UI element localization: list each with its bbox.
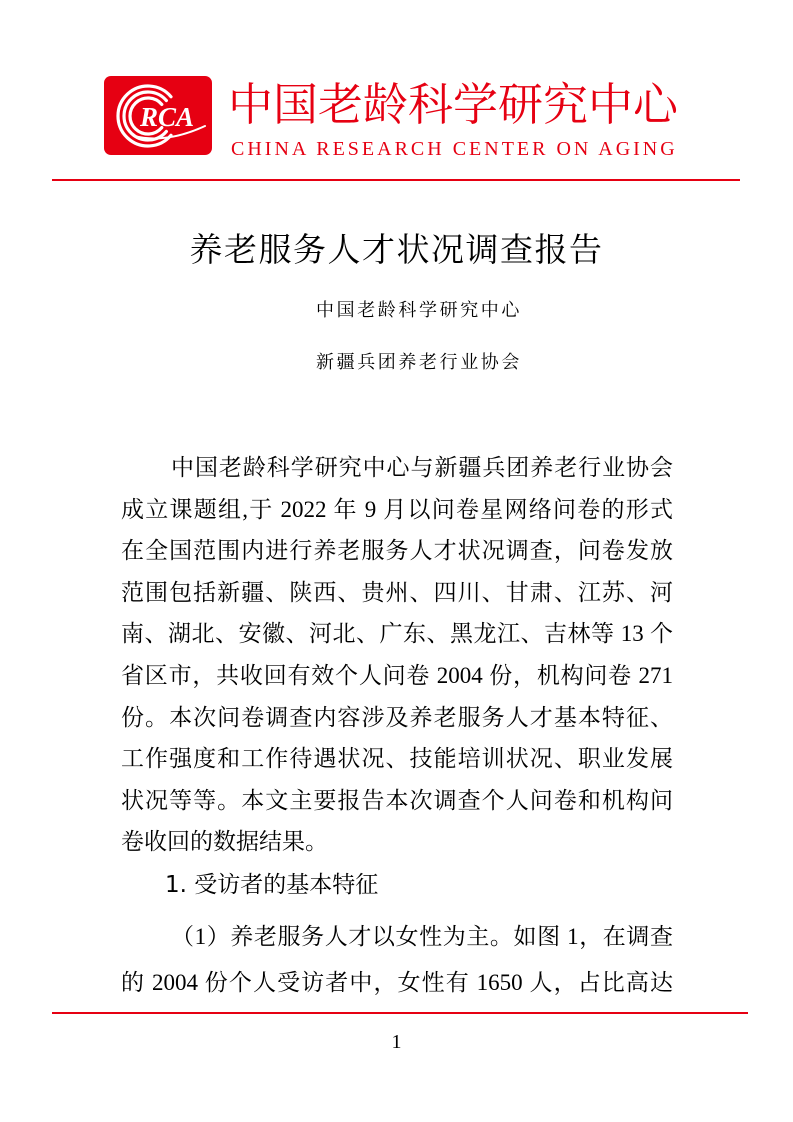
- author-line-2: 新疆兵团养老行业协会: [316, 352, 522, 373]
- paragraph-line: （1）养老服务人才以女性为主。如图 1，在调查: [171, 924, 673, 949]
- paragraph-line: 在全国范围内进行养老服务人才状况调查，问卷发放: [121, 538, 673, 564]
- document-title: 养老服务人才状况调查报告: [189, 230, 604, 269]
- section-paragraph: [121, 914, 673, 1006]
- paragraph-line: 工作强度和工作待遇状况、技能培训状况、职业发展: [121, 746, 673, 772]
- section-heading: 1. 受访者的基本特征: [165, 872, 379, 898]
- paragraph-line: 的 2004 份个人受访者中，女性有 1650 人，占比高达: [121, 970, 673, 995]
- rca-logo-icon: [104, 76, 212, 155]
- header-divider: [52, 179, 740, 181]
- footer-divider: [52, 1012, 748, 1014]
- paragraph-line: 范围包括新疆、陕西、贵州、四川、甘肃、江苏、河: [121, 579, 673, 605]
- paragraph-line: 南、湖北、安徽、河北、广东、黑龙江、吉林等 13 个: [121, 621, 673, 647]
- paragraph-line: 成立课题组,于 2022 年 9 月以问卷星网络问卷的形式: [121, 496, 673, 522]
- paragraph-line: 状况等等。本文主要报告本次调查个人问卷和机构问: [121, 787, 673, 813]
- paragraph-line: 省区市，共收回有效个人问卷 2004 份，机构问卷 271: [121, 662, 673, 688]
- intro-paragraph: [121, 447, 673, 863]
- author-line-1: 中国老龄科学研究中心: [316, 300, 522, 321]
- paragraph-line: 卷收回的数据结果。: [121, 829, 328, 855]
- org-name-english: CHINA RESEARCH CENTER ON AGING: [231, 138, 678, 160]
- paragraph-line: 中国老龄科学研究中心与新疆兵团养老行业协会: [171, 455, 673, 480]
- page-number: 1: [391, 1031, 402, 1053]
- org-name-chinese: 中国老龄科学研究中心: [228, 78, 679, 131]
- paragraph-line: 份。本次问卷调查内容涉及养老服务人才基本特征、: [121, 704, 673, 730]
- logo-text: RCA: [140, 102, 195, 132]
